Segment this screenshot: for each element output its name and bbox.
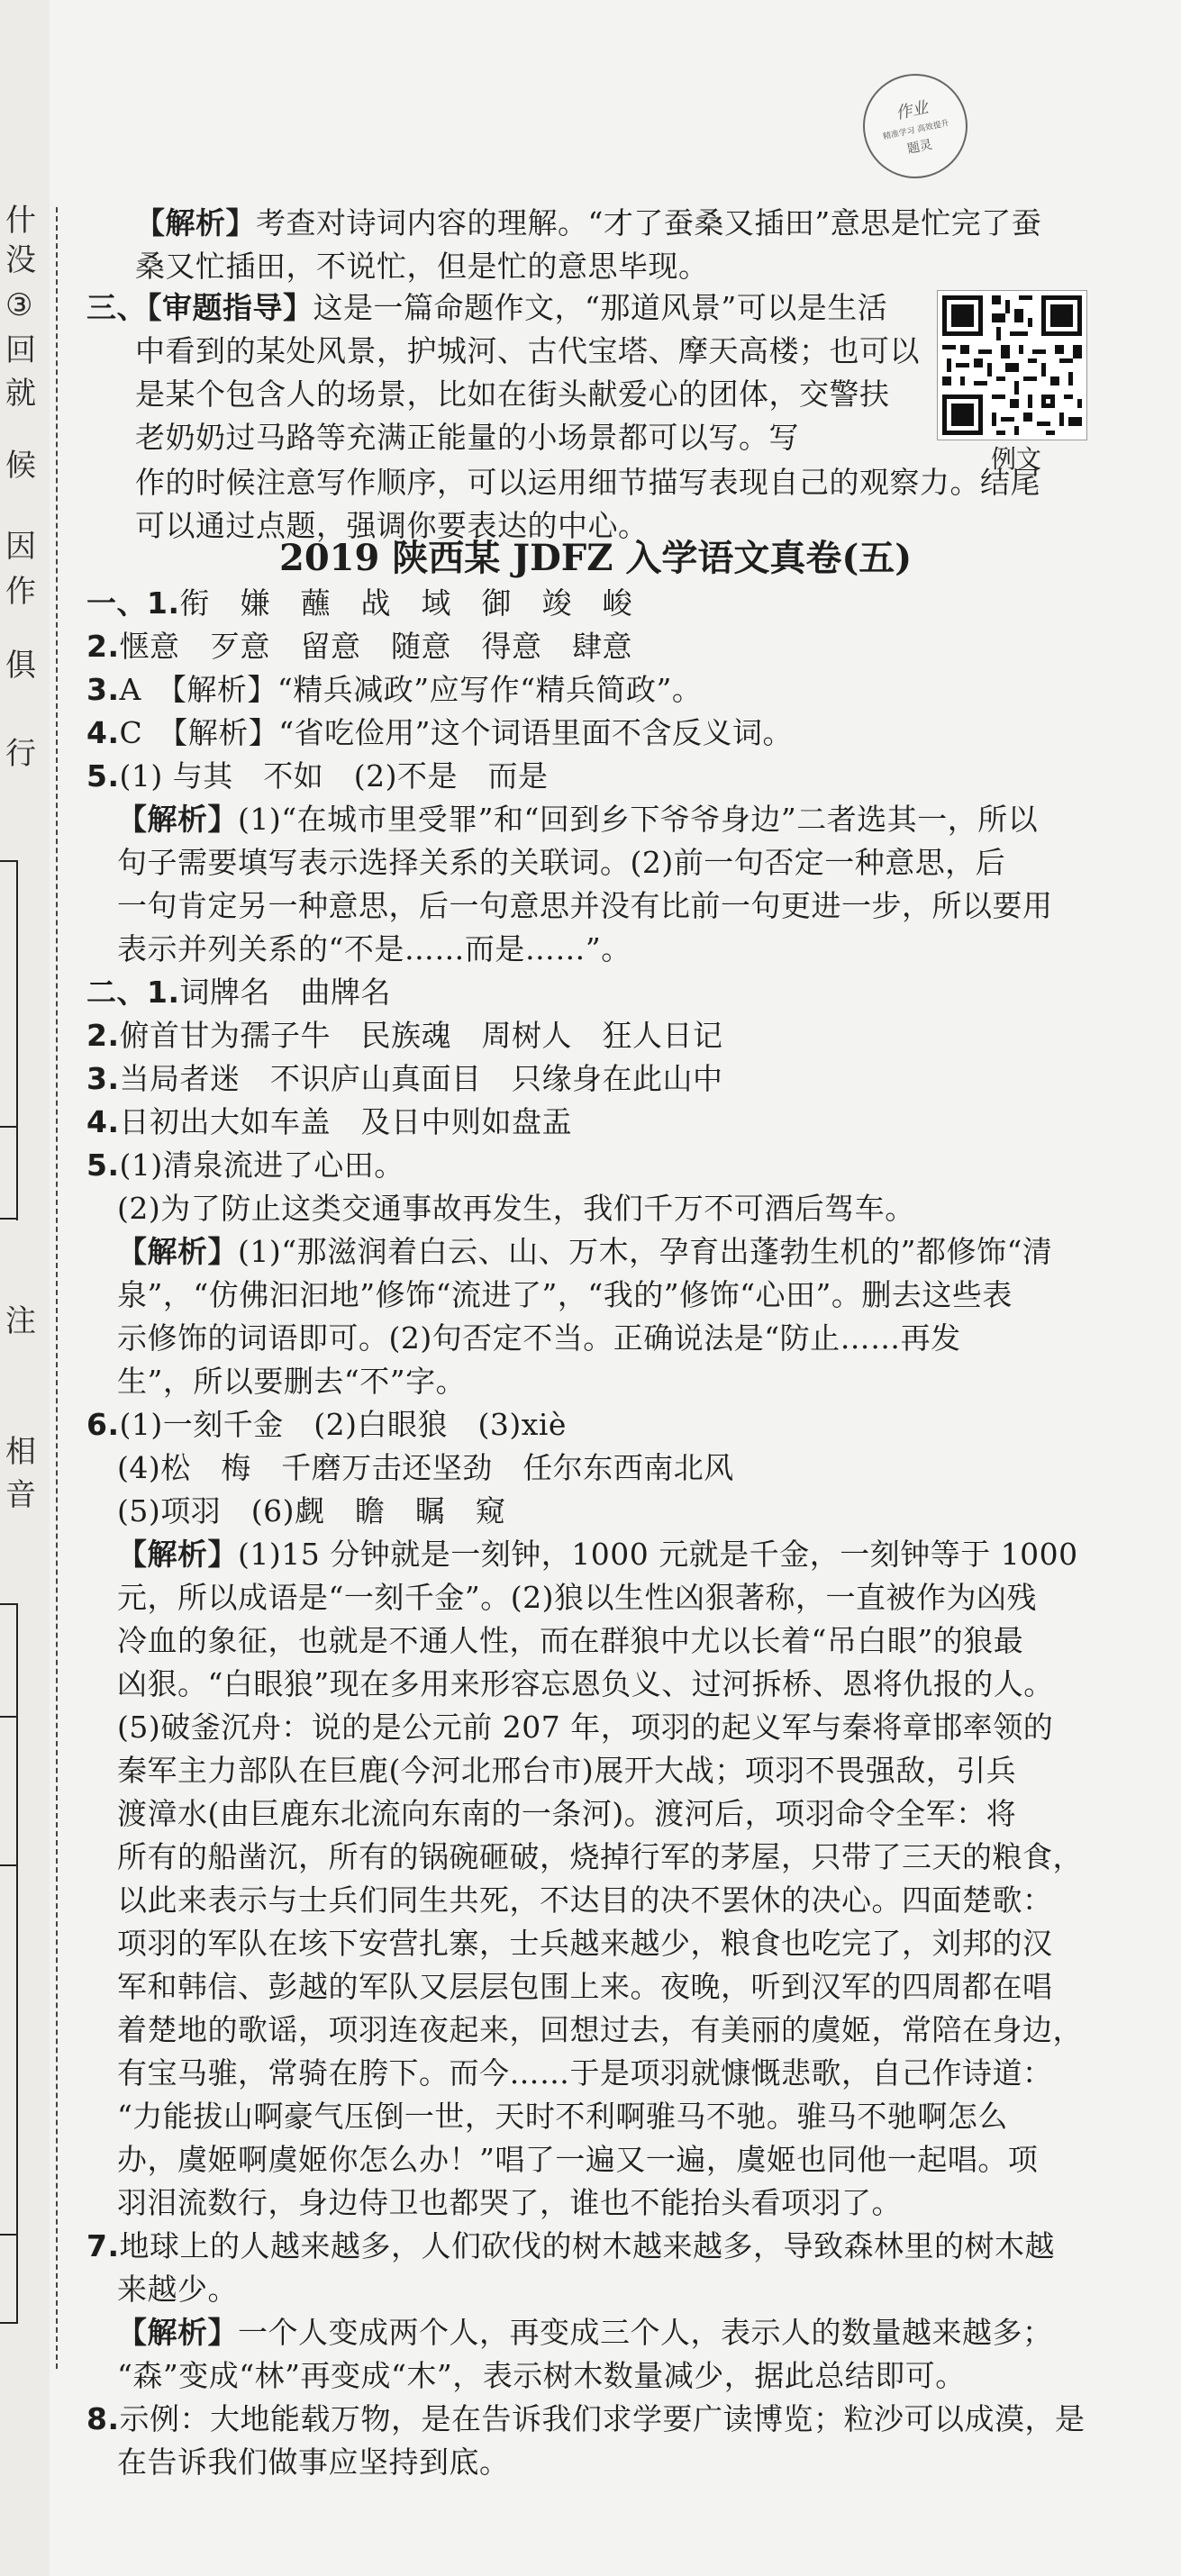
text-line bbox=[86, 2228, 1055, 2264]
item-number: 5. bbox=[86, 758, 120, 794]
left-margin-strip bbox=[0, 0, 50, 2576]
text-line bbox=[117, 1969, 1053, 2005]
line-text: 有宝马骓，常骑在胯下。而今……于是项羽就慷慨悲歌，自己作诗道： bbox=[117, 2055, 1053, 2091]
text-line bbox=[135, 420, 799, 456]
item-number: 2. bbox=[86, 1018, 120, 1053]
line-text: 军和韩信、彭越的军队又层层包围上来。夜晚，听到汉军的四周都在唱 bbox=[117, 1969, 1053, 2004]
text-line bbox=[117, 1277, 1013, 1313]
line-text: (1)15 分钟就是一刻钟，1000 元就是千金，一刻钟等于 1000 bbox=[238, 1537, 1078, 1572]
margin-rule bbox=[16, 860, 18, 1220]
stamp-line: 作业 bbox=[894, 97, 931, 123]
line-text: 冷血的象征，也就是不通人性，而在群狼中尤以长着“吊白眼”的狼最 bbox=[117, 1623, 1024, 1658]
text-line bbox=[117, 2272, 238, 2308]
text-line bbox=[117, 845, 1005, 881]
text-line bbox=[117, 2315, 1053, 2351]
text-line bbox=[86, 585, 632, 621]
analysis-tag: 【解析】 bbox=[135, 205, 256, 240]
text-line bbox=[135, 508, 649, 544]
margin-rule bbox=[0, 1126, 18, 1128]
line-text: 当局者迷 不识庐山真面目 只缘身在此山中 bbox=[119, 1061, 723, 1096]
line-text: 项羽的军队在垓下安营扎寨，士兵越来越少，粮食也吃完了，刘邦的汉 bbox=[117, 1926, 1053, 1961]
line-text: 可以通过点题，强调你要表达的中心。 bbox=[135, 508, 649, 543]
line-text: 所有的船凿沉，所有的锅碗砸破，烧掉行军的茅屋，只带了三天的粮食， bbox=[117, 1839, 1083, 1874]
text-line bbox=[86, 1104, 572, 1140]
item-number: 4. bbox=[86, 715, 120, 750]
text-line bbox=[117, 931, 631, 967]
line-text: 老奶奶过马路等充满正能量的小场景都可以写。写 bbox=[135, 420, 799, 455]
text-line bbox=[86, 290, 887, 326]
line-text: (4)松 梅 千磨万击还坚劲 任尔东西南北风 bbox=[117, 1450, 734, 1485]
text-line bbox=[117, 1493, 506, 1529]
text-line bbox=[117, 802, 1038, 838]
text-line bbox=[117, 1320, 961, 1356]
line-text: 办，虞姬啊虞姬你怎么办！”唱了一遍又一遍，虞姬也同他一起唱。项 bbox=[117, 2142, 1039, 2177]
line-text: 来越少。 bbox=[117, 2272, 238, 2307]
analysis-tag: 【审题指导】 bbox=[147, 290, 313, 325]
item-number: 三、 bbox=[86, 290, 147, 325]
item-number: 3. bbox=[86, 1061, 120, 1096]
margin-char: 因 bbox=[5, 529, 36, 565]
margin-char: 音 bbox=[5, 1477, 36, 1513]
text-line bbox=[86, 2401, 1086, 2437]
margin-rule bbox=[0, 1864, 18, 1866]
stamp-line: 题灵 bbox=[905, 137, 934, 157]
fold-dashed-line bbox=[56, 207, 58, 2369]
margin-rule bbox=[16, 1603, 18, 2324]
text-line bbox=[117, 1623, 1023, 1659]
line-text: 在告诉我们做事应坚持到底。 bbox=[117, 2444, 510, 2480]
line-text: (1)“那滋润着白云、山、万木，孕育出蓬勃生机的”都修饰“清 bbox=[238, 1234, 1053, 1269]
line-text: 一句肯定另一种意思，后一句意思并没有比前一句更进一步，所以要用 bbox=[117, 888, 1053, 923]
margin-char: 注 bbox=[5, 1303, 36, 1339]
text-line bbox=[86, 975, 391, 1011]
line-text: 作的时候注意写作顺序，可以运用细节描写表现自己的观察力。结尾 bbox=[135, 465, 1040, 500]
qr-label: 例文 bbox=[990, 444, 1041, 474]
item-number: 二、1. bbox=[86, 975, 180, 1010]
text-line bbox=[117, 1839, 1083, 1875]
text-line bbox=[117, 1710, 1053, 1746]
section-title: 2019 陕西某 JDFZ 入学语文真卷(五) bbox=[279, 537, 913, 579]
text-line bbox=[117, 2012, 1083, 2048]
line-text: A 【解析】“精兵减政”应写作“精兵简政”。 bbox=[119, 672, 703, 707]
line-text: “力能拔山啊豪气压倒一世，天时不利啊骓马不驰。骓马不驰啊怎么 bbox=[117, 2099, 1008, 2134]
qr-code[interactable] bbox=[937, 290, 1087, 440]
analysis-tag: 【解析】 bbox=[117, 802, 238, 837]
line-text: “森”变成“林”再变成“木”，表示树木数量减少，据此总结即可。 bbox=[117, 2358, 966, 2393]
item-number: 5. bbox=[86, 1147, 120, 1183]
margin-char: 什 bbox=[5, 203, 36, 239]
line-text: 句子需要填写表示选择关系的关联词。(2)前一句否定一种意思，后 bbox=[117, 845, 1006, 880]
line-text: 桑又忙插田，不说忙，但是忙的意思毕现。 bbox=[135, 249, 709, 284]
item-number: 7. bbox=[86, 2228, 120, 2263]
line-text: 秦军主力部队在巨鹿(今河北邢台市)展开大战；项羽不畏强敌，引兵 bbox=[117, 1753, 1017, 1788]
analysis-tag: 【解析】 bbox=[117, 2315, 238, 2350]
margin-rule bbox=[0, 1716, 18, 1718]
text-line bbox=[86, 1147, 404, 1184]
analysis-tag: 【解析】 bbox=[117, 1537, 238, 1572]
text-line bbox=[117, 888, 1053, 924]
item-number: 2. bbox=[86, 629, 120, 664]
stamp-line: 精准学习 高效提升 bbox=[882, 118, 950, 142]
text-line bbox=[117, 1926, 1053, 1962]
text-line bbox=[117, 1234, 1052, 1270]
margin-rule bbox=[0, 2322, 18, 2324]
line-text: 表示并列关系的“不是……而是……”。 bbox=[117, 931, 631, 966]
line-text: 以此来表示与士兵们同生共死，不达目的决不罢休的决心。四面楚歌： bbox=[117, 1882, 1053, 1918]
text-line bbox=[135, 205, 1041, 241]
line-text: (1) 与其 不如 (2)不是 而是 bbox=[119, 758, 549, 794]
text-line bbox=[117, 2099, 1008, 2135]
line-text: (5)项羽 (6)觑 瞻 瞩 窥 bbox=[117, 1493, 506, 1528]
margin-rule bbox=[0, 860, 18, 862]
line-text: 惬意 歹意 留意 随意 得意 肆意 bbox=[119, 629, 632, 664]
line-text: (1)一刻千金 (2)白眼狼 (3)xiè bbox=[119, 1407, 567, 1442]
text-line bbox=[135, 249, 709, 285]
line-text: 日初出大如车盖 及日中则如盘盂 bbox=[119, 1104, 572, 1139]
item-number: 4. bbox=[86, 1104, 120, 1139]
line-text: C 【解析】“省吃俭用”这个词语里面不含反义词。 bbox=[119, 715, 793, 750]
text-line bbox=[117, 1580, 1037, 1616]
text-line bbox=[135, 376, 890, 413]
margin-rule bbox=[0, 1603, 18, 1605]
margin-char: 就 bbox=[5, 376, 36, 412]
margin-char: ③ bbox=[5, 287, 33, 323]
brand-stamp bbox=[853, 64, 977, 188]
line-text: (1)“在城市里受罪”和“回到乡下爷爷身边”二者选其一，所以 bbox=[238, 802, 1039, 837]
margin-rule bbox=[0, 2234, 18, 2236]
text-line bbox=[135, 465, 1040, 501]
text-line bbox=[117, 1450, 734, 1486]
text-line bbox=[86, 758, 548, 794]
line-text: 衔 嫌 蘸 战 域 御 竣 峻 bbox=[179, 585, 632, 621]
line-text: 羽泪流数行，身边侍卫也都哭了，谁也不能抬头看项羽了。 bbox=[117, 2185, 902, 2220]
item-number: 一、1. bbox=[86, 585, 180, 621]
text-line bbox=[117, 1796, 1016, 1832]
margin-char: 相 bbox=[5, 1434, 36, 1470]
line-text: 一个人变成两个人，再变成三个人，表示人的数量越来越多； bbox=[238, 2315, 1053, 2350]
line-text: 示例：大地能载万物，是在告诉我们求学要广读博览；粒沙可以成漠，是 bbox=[119, 2401, 1086, 2436]
text-line bbox=[117, 2055, 1053, 2091]
line-text: 凶狠。“白眼狼”现在多用来形容忘恩负义、过河拆桥、恩将仇报的人。 bbox=[117, 1666, 1054, 1701]
text-line bbox=[117, 1364, 466, 1400]
line-text: 示修饰的词语即可。(2)句否定不当。正确说法是“防止……再发 bbox=[117, 1320, 961, 1356]
analysis-tag: 【解析】 bbox=[117, 1234, 238, 1269]
text-line bbox=[86, 715, 793, 751]
text-line bbox=[117, 2185, 902, 2221]
line-text: 是某个包含人的场景，比如在街头献爱心的团体，交警扶 bbox=[135, 376, 890, 412]
text-line bbox=[86, 629, 632, 665]
line-text: 俯首甘为孺子牛 民族魂 周树人 狂人日记 bbox=[119, 1018, 723, 1053]
margin-char: 候 bbox=[5, 448, 36, 484]
line-text: 地球上的人越来越多，人们砍伐的树木越来越多，导致森林里的树木越 bbox=[119, 2228, 1055, 2263]
margin-char: 作 bbox=[5, 574, 36, 610]
margin-char: 行 bbox=[5, 736, 36, 772]
margin-char: 回 bbox=[5, 332, 36, 368]
margin-char: 没 bbox=[5, 242, 36, 278]
text-line bbox=[86, 1061, 723, 1097]
line-text: 这是一篇命题作文，“那道风景”可以是生活 bbox=[313, 290, 888, 325]
line-text: 着楚地的歌谣，项羽连夜起来，回想过去，有美丽的虞姬，常陪在身边， bbox=[117, 2012, 1083, 2047]
item-number: 3. bbox=[86, 672, 120, 707]
margin-char: 俱 bbox=[5, 648, 36, 684]
text-line bbox=[135, 333, 920, 369]
text-line bbox=[117, 1537, 1078, 1573]
item-number: 8. bbox=[86, 2401, 120, 2436]
text-line bbox=[117, 1882, 1053, 1918]
line-text: (5)破釜沉舟：说的是公元前 207 年，项羽的起义军与秦将章邯率领的 bbox=[117, 1710, 1054, 1745]
line-text: (2)为了防止这类交通事故再发生，我们千万不可酒后驾车。 bbox=[117, 1191, 915, 1226]
text-line bbox=[86, 672, 702, 708]
text-line bbox=[117, 1191, 915, 1227]
line-text: 考查对诗词内容的理解。“才了蚕桑又插田”意思是忙完了蚕 bbox=[256, 205, 1042, 240]
item-number: 6. bbox=[86, 1407, 120, 1442]
text-line bbox=[117, 1666, 1054, 1702]
line-text: 元，所以成语是“一刻千金”。(2)狼以生性凶狠著称，一直被作为凶残 bbox=[117, 1580, 1037, 1615]
text-line bbox=[86, 1018, 723, 1054]
line-text: 渡漳水(由巨鹿东北流向东南的一条河)。渡河后，项羽命令全军：将 bbox=[117, 1796, 1017, 1831]
line-text: 生”，所以要删去“不”字。 bbox=[117, 1364, 467, 1399]
margin-rule bbox=[0, 1218, 18, 1220]
text-line bbox=[117, 2444, 510, 2481]
text-line bbox=[117, 2142, 1038, 2178]
text-line bbox=[117, 1753, 1016, 1789]
line-text: 中看到的某处风景，护城河、古代宝塔、摩天高楼；也可以 bbox=[135, 333, 920, 368]
text-line bbox=[117, 2358, 966, 2394]
text-line bbox=[86, 1407, 567, 1443]
line-text: 词牌名 曲牌名 bbox=[179, 975, 391, 1010]
line-text: (1)清泉流进了心田。 bbox=[119, 1147, 404, 1183]
line-text: 泉”，“仿佛汩汩地”修饰“流进了”，“我的”修饰“心田”。删去这些表 bbox=[117, 1277, 1013, 1312]
